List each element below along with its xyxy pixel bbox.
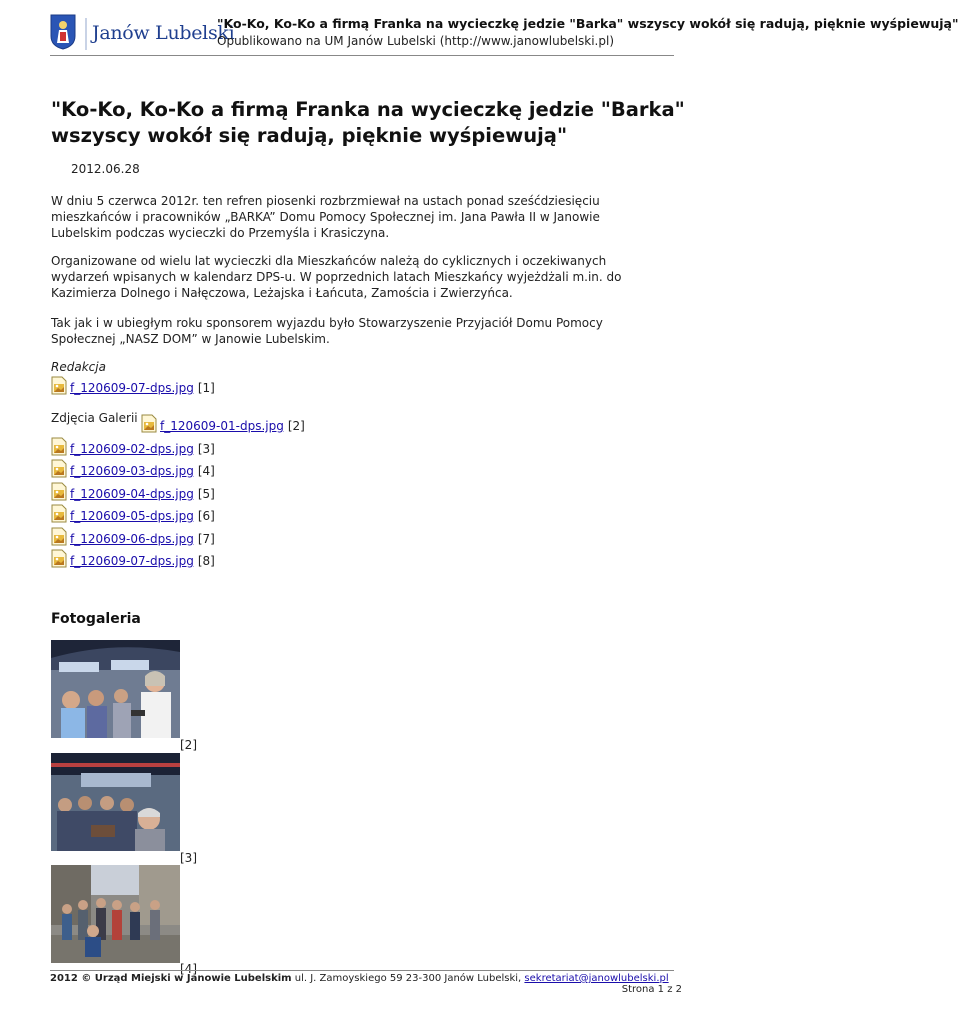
footer-email-link[interactable]: sekretariat@janowlubelski.pl — [524, 973, 669, 984]
photo-ref: [3] — [180, 851, 197, 865]
image-file-icon — [51, 376, 67, 395]
article-date: 2012.06.28 — [71, 162, 140, 176]
published-note: Opublikowano na UM Janów Lubelski (http://www.janowlubelski.pl) — [217, 34, 615, 48]
attachment-link[interactable]: f_120609-05-dps.jpg — [70, 509, 194, 523]
page-footer — [50, 970, 674, 984]
photo-ref: [2] — [180, 738, 197, 752]
page-number: Strona 1 z 2 — [621, 984, 682, 995]
paragraph-1: W dniu 5 czerwca 2012r. ten refren piosenki rozbrzmiewał na ustach ponad sześćdziesięciu mieszkańców i pracowników „BARKA” Domu Pomocy Społecznej im. Jana Pawła II w Janowie Lubelskim podczas wycieczki do Przemyśla i Krasiczyna. — [51, 194, 600, 240]
bus-interior-photo[interactable] — [51, 640, 180, 738]
attachment-ref: [5] — [197, 487, 215, 501]
attachment-ref: [4] — [197, 464, 215, 478]
image-file-icon — [51, 549, 67, 568]
image-file-icon — [51, 504, 67, 523]
editor-label: Redakcja — [51, 360, 106, 374]
attachment-link[interactable]: f_120609-03-dps.jpg — [70, 464, 194, 478]
bus-passengers-photo[interactable] — [51, 753, 180, 851]
attachment-link[interactable]: f_120609-06-dps.jpg — [70, 532, 194, 546]
fotogaleria-heading: Fotogaleria — [51, 611, 141, 627]
image-file-icon — [51, 437, 67, 456]
attachment-ref: [7] — [197, 532, 215, 546]
attachment-item — [51, 549, 215, 568]
attachment-item — [51, 527, 215, 546]
gallery-label: Zdjęcia Galerii — [51, 411, 138, 425]
footer-address: ul. J. Zamoyskiego 59 23-300 Janów Lubelski, — [291, 973, 525, 984]
attachment-item — [51, 482, 215, 501]
page-header — [50, 12, 959, 56]
street-group-photo[interactable] — [51, 865, 180, 963]
paragraph-2: Organizowane od wielu lat wycieczki dla Mieszkańców należą do cyklicznych i oczekiwanych wydarzeń wpisanych w kalendarz DPS-u. W poprzednich latach Mieszkańcy wyjeżdżali m.in. do Kazimierza Dolnego i Nałęczowa, Leżajska i Łańcuta, Zamościa i Zwierzyńca. — [51, 254, 622, 300]
coat-of-arms-icon — [50, 14, 76, 50]
paragraph-3: Tak jak i w ubiegłym roku sponsorem wyjazdu było Stowarzyszenie Przyjaciół Domu Pomocy Społecznej „NASZ DOM” w Janowie Lubelskim. — [51, 316, 603, 346]
image-file-icon — [51, 482, 67, 501]
attachment-ref: [8] — [197, 554, 215, 568]
image-file-icon — [141, 414, 157, 433]
attachment-ref: [2] — [287, 419, 305, 433]
image-file-icon — [51, 527, 67, 546]
logo-text: Janów Lubelski — [92, 22, 235, 44]
attachment-item — [141, 414, 305, 433]
header-title: "Ko-Ko, Ko-Ko a firmą Franka na wycieczkę jedzie "Barka" wszyscy wokół się radują, pięknie wyśpiewują" — [217, 16, 959, 31]
attachment-item — [51, 459, 215, 478]
photo-ref: [4] — [180, 962, 197, 976]
attachment-link[interactable]: f_120609-04-dps.jpg — [70, 487, 194, 501]
article-title: "Ko-Ko, Ko-Ko a firmą Franka na wycieczkę jedzie "Barka" wszyscy wokół się radują, pięknie wyśpiewują" — [51, 98, 685, 147]
attachment-link[interactable]: f_120609-07-dps.jpg — [70, 554, 194, 568]
attachment-ref: [1] — [197, 381, 215, 395]
attachment-ref: [6] — [197, 509, 215, 523]
attachment-link[interactable]: f_120609-07-dps.jpg — [70, 381, 194, 395]
site-logo[interactable] — [50, 14, 235, 54]
attachment-link[interactable]: f_120609-02-dps.jpg — [70, 442, 194, 456]
attachment-ref: [3] — [197, 442, 215, 456]
attachment-item — [51, 437, 215, 456]
image-file-icon — [51, 459, 67, 478]
logo-divider — [85, 18, 87, 50]
attachment-item — [51, 376, 215, 395]
attachment-link[interactable]: f_120609-01-dps.jpg — [160, 419, 284, 433]
attachment-item — [51, 504, 215, 523]
footer-org: 2012 © Urząd Miejski w Janowie Lubelskim — [50, 973, 292, 984]
